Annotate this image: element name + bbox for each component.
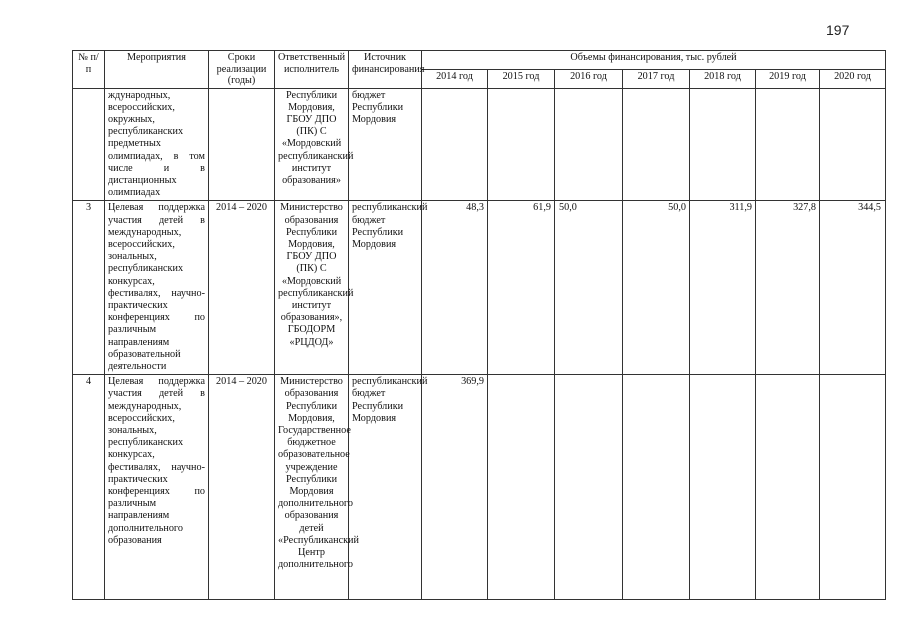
- row-value-2019: [756, 375, 820, 600]
- header-year-2015: 2015 год: [488, 69, 555, 88]
- row-term: [209, 88, 275, 201]
- funding-table: [72, 50, 886, 600]
- header-year-2020: 2020 год: [820, 69, 886, 88]
- row-value-2019: 327,8: [756, 201, 820, 375]
- row-term: 2014 – 2020: [209, 201, 275, 375]
- header-activity: Мероприятия: [105, 51, 209, 89]
- row-num: 4: [73, 375, 105, 600]
- row-value-2017: [623, 375, 690, 600]
- row-source: бюджет Республики Мордовия: [349, 88, 422, 201]
- header-responsible: Ответственный исполнитель: [275, 51, 349, 89]
- row-value-2020: 344,5: [820, 201, 886, 375]
- row-term: 2014 – 2020: [209, 375, 275, 600]
- row-value-2018: 311,9: [690, 201, 756, 375]
- table-row: [73, 88, 886, 201]
- table-row: [73, 375, 886, 600]
- row-source: республиканский бюджет Республики Мордовия: [349, 375, 422, 600]
- header-year-2017: 2017 год: [623, 69, 690, 88]
- header-num: № п/п: [73, 51, 105, 89]
- row-value-2020: [820, 88, 886, 201]
- header-row-1: [73, 51, 886, 70]
- row-responsible: Республики Мордовия, ГБОУ ДПО (ПК) С «Мордовский республиканский институт образования»: [275, 88, 349, 201]
- row-value-2019: [756, 88, 820, 201]
- row-value-2014: 48,3: [422, 201, 488, 375]
- row-value-2017: [623, 88, 690, 201]
- row-responsible: Министерство образования Республики Мордовия, Государственное бюджетное образовательное учреждение Республики Мордовия дополнительного образования детей «Республиканский Центр дополнительного: [275, 375, 349, 600]
- row-responsible: Министерство образования Республики Мордовия, ГБОУ ДПО (ПК) С «Мордовский республиканский институт образования», ГБОДОРМ «РЦДОД»: [275, 201, 349, 375]
- row-value-2015: 61,9: [488, 201, 555, 375]
- row-value-2016: [555, 375, 623, 600]
- row-value-2018: [690, 375, 756, 600]
- header-term: Сроки реализации (годы): [209, 51, 275, 89]
- row-value-2016: 50,0: [555, 201, 623, 375]
- row-source: республиканский бюджет Республики Мордовия: [349, 201, 422, 375]
- row-value-2014: 369,9: [422, 375, 488, 600]
- row-value-2014: [422, 88, 488, 201]
- row-activity: ждународных, всероссийских, окружных, республиканских предметных олимпиадах, в том числе и в дистанционных олимпиадах: [105, 88, 209, 201]
- row-value-2017: 50,0: [623, 201, 690, 375]
- row-activity: Целевая поддержка участия детей в международных, всероссийских, зональных, республиканских конкурсах, фестивалях, научно-практических конференциях по различным направлениям образовательной деятельности: [105, 201, 209, 375]
- row-value-2020: [820, 375, 886, 600]
- row-activity: Целевая поддержка участия детей в международных, всероссийских, зональных, республиканских конкурсах, фестивалях, научно-практических конференциях по различным направлениям дополнительного образования: [105, 375, 209, 600]
- row-value-2016: [555, 88, 623, 201]
- table-row: [73, 201, 886, 375]
- row-value-2018: [690, 88, 756, 201]
- header-year-2016: 2016 год: [555, 69, 623, 88]
- row-num: [73, 88, 105, 201]
- row-value-2015: [488, 375, 555, 600]
- page-number: 197: [826, 22, 850, 38]
- header-year-2019: 2019 год: [756, 69, 820, 88]
- row-num: 3: [73, 201, 105, 375]
- row-value-2015: [488, 88, 555, 201]
- header-year-2014: 2014 год: [422, 69, 488, 88]
- header-year-2018: 2018 год: [690, 69, 756, 88]
- header-funding: Объемы финансирования, тыс. рублей: [422, 51, 886, 70]
- header-source: Источник финансирования: [349, 51, 422, 89]
